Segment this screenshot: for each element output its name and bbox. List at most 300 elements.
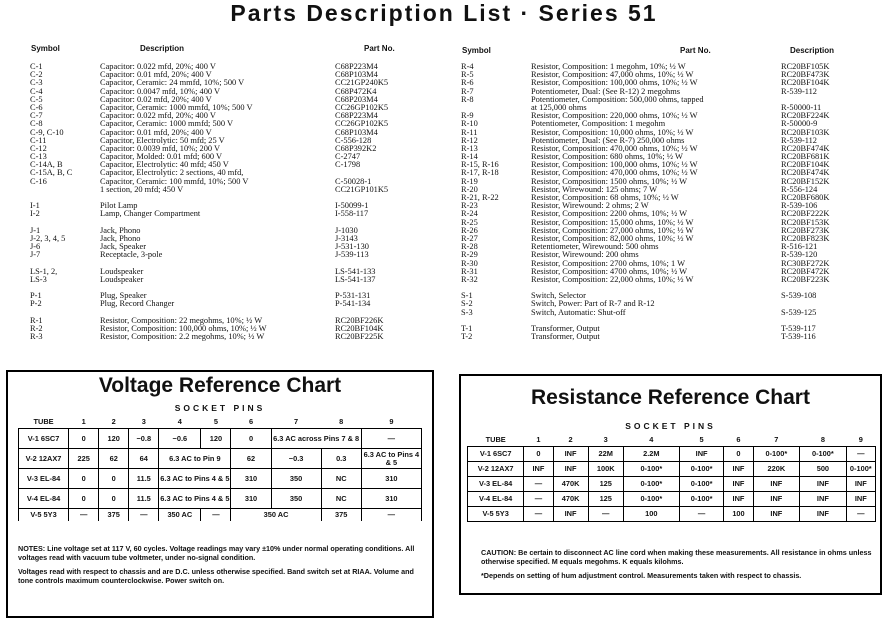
part-number: RC20BF681K (781, 152, 830, 162)
part-description: Resistor, Composition: 22 megohms, 10%; ½ W (100, 315, 263, 325)
column-header: 9 (858, 435, 863, 444)
table-cell: 0-100* (623, 462, 679, 477)
table-cell: 6.3 AC to Pin 9 (159, 449, 231, 469)
part-symbol: S-1 (461, 291, 473, 301)
part-symbol: J-1 (30, 225, 41, 235)
right-symbol-header: Symbol (462, 46, 491, 55)
table-cell: INF (553, 507, 588, 522)
table-cell: — (201, 509, 231, 521)
table-cell: — (361, 509, 421, 521)
table-cell: V-5 5Y3 (19, 509, 69, 521)
part-symbol: R-21, R-22 (461, 193, 499, 202)
table-cell: INF (800, 477, 846, 492)
table-cell: 0 (724, 447, 753, 462)
part-symbol: R-26 (461, 225, 478, 235)
part-row (461, 243, 881, 251)
part-row (461, 309, 881, 317)
part-symbol: J-2, 3, 4, 5 (30, 233, 66, 243)
part-number: LS-541-133 (335, 266, 376, 276)
part-description: Resistor, Wirewound: 2 ohms; 2 W (531, 201, 649, 211)
part-symbol: C-6 (30, 102, 43, 112)
part-symbol: I-1 (30, 201, 40, 211)
table-cell: 350 (271, 489, 321, 509)
part-number: R-556-124 (781, 184, 818, 194)
table-cell: 0-100* (623, 492, 679, 507)
table-row (19, 469, 422, 489)
part-description: Capacitor, Ceramic: 24 mmfd, 10%; 500 V (100, 78, 245, 88)
part-row (461, 112, 881, 120)
part-symbol: LS-3 (30, 274, 47, 284)
table-cell: 0-100* (800, 447, 846, 462)
part-number: R-539-120 (781, 250, 818, 260)
part-description: Capacitor: 0.022 mfd, 20%; 400 V (100, 62, 216, 71)
part-row (30, 243, 450, 251)
part-number: P-531-131 (335, 291, 371, 301)
part-number: RC20BF273K (781, 225, 830, 235)
table-cell: V-2 12AX7 (19, 449, 69, 469)
part-row (461, 325, 881, 333)
part-number: LS-541-137 (335, 274, 376, 284)
column-header: 3 (603, 435, 608, 444)
part-row (30, 284, 450, 292)
table-cell: 310 (231, 469, 271, 489)
part-row (30, 79, 450, 87)
part-symbol: R-1 (30, 315, 43, 325)
part-number: C-2747 (335, 152, 361, 162)
part-row (461, 300, 881, 308)
part-symbol: R-4 (461, 62, 474, 71)
table-cell: — (846, 507, 875, 522)
part-row (30, 227, 450, 235)
table-cell: 62 (231, 449, 271, 469)
voltage-note-2: Voltages read with respect to chassis and are D.C. unless otherwise specified. Band switch set at RIAA. Volume and tone controls maximum counterclockwise. Power switch on. (18, 567, 414, 585)
part-symbol: C-1 (30, 62, 43, 71)
part-description: Resistor, Composition: 100,000 ohms, 10%; ½ W (531, 160, 698, 170)
part-row (30, 153, 450, 161)
table-cell: 0-100* (679, 462, 724, 477)
part-symbol: R-31 (461, 266, 478, 276)
part-row (30, 104, 450, 112)
part-symbol: R-7 (461, 86, 474, 96)
table-cell: 350 AC (159, 509, 201, 521)
part-description: Retentiometer, Wirewound: 500 ohms (531, 242, 659, 252)
part-description: Resistor, Composition: 10,000 ohms, 10%; ½ W (531, 127, 694, 137)
table-cell: 100 (623, 507, 679, 522)
voltage-chart (6, 370, 434, 618)
part-description: Potentiometer, Dual: (See R-7) 250,000 ohms (531, 135, 685, 145)
part-description: Receptacle, 3-pole (100, 250, 163, 260)
part-symbol: C-11 (30, 135, 47, 145)
column-header: TUBE (485, 435, 506, 444)
part-description: Lamp, Changer Compartment (100, 209, 201, 219)
part-symbol: C-15A, B, C (30, 168, 73, 178)
part-symbol: C-4 (30, 86, 43, 96)
part-description: Capacitor, Electrolytic: 40 mfd; 450 V (100, 160, 229, 170)
part-number: RC20BF153K (781, 217, 830, 227)
part-description: Capacitor, Electrolytic: 2 sections, 40 mfd, (100, 168, 244, 178)
part-description: Switch, Automatic: Shut-off (531, 307, 626, 317)
part-symbol: T-1 (461, 324, 473, 333)
part-symbol: R-9 (461, 111, 474, 121)
table-cell: INF (753, 492, 800, 507)
table-cell: INF (800, 507, 846, 522)
part-number: C68P103M4 (335, 70, 378, 80)
table-cell: V-1 6SC7 (468, 447, 524, 462)
part-symbol: R-14 (461, 152, 478, 162)
table-row (19, 429, 422, 449)
part-number: RC20BF680K (781, 193, 830, 202)
table-cell: 0 (99, 469, 129, 489)
part-symbol: R-29 (461, 250, 478, 260)
table-cell: −0.8 (129, 429, 159, 449)
table-cell: 2.2M (623, 447, 679, 462)
table-cell: 120 (201, 429, 231, 449)
table-cell: NC (321, 489, 361, 509)
part-symbol: C-16 (30, 176, 47, 186)
resistance-socket-pins-label: SOCKET PINS (625, 421, 716, 431)
table-cell: 310 (361, 469, 421, 489)
table-cell: INF (724, 477, 753, 492)
part-description: Capacitor: 0.0047 mfd, 10%; 400 V (100, 86, 221, 96)
part-symbol: R-6 (461, 78, 474, 88)
part-description: Capacitor: 0.01 mfd, 20%; 400 V (100, 127, 212, 137)
table-cell: 0-100* (753, 447, 800, 462)
part-symbol: R-30 (461, 258, 478, 268)
part-description: Capacitor: 0.02 mfd, 20%; 400 V (100, 94, 212, 104)
table-cell: 0-100* (846, 462, 875, 477)
part-description: Capacitor, Molded: 0.01 mfd; 600 V (100, 152, 223, 162)
part-number: CC26GP102K5 (335, 102, 389, 112)
part-description: Switch, Power: Part of R-7 and R-12 (531, 299, 655, 309)
part-description: Capacitor, Ceramic: 1000 mmfd, 10%; 500 V (100, 102, 253, 112)
table-cell: 500 (800, 462, 846, 477)
table-cell: INF (679, 447, 724, 462)
table-cell: 100 (724, 507, 753, 522)
part-symbol: R-25 (461, 217, 478, 227)
table-row (468, 492, 876, 507)
part-row (30, 202, 450, 210)
part-number: RC20BF474K (781, 143, 830, 153)
part-description: Resistor, Composition: 1 megohm, 10%; ½ W (531, 62, 686, 71)
table-cell: 0 (69, 469, 99, 489)
left-symbol-header: Symbol (31, 44, 60, 53)
part-number: RC20BF472K (781, 266, 830, 276)
table-cell: — (361, 429, 421, 449)
part-row (461, 194, 881, 202)
part-row (30, 120, 450, 128)
part-symbol: R-15, R-16 (461, 160, 499, 170)
table-cell: 310 (361, 489, 421, 509)
part-symbol: C-9, C-10 (30, 127, 64, 137)
table-row (19, 489, 422, 509)
part-row (30, 210, 450, 218)
voltage-notes (18, 544, 424, 590)
table-cell: 100K (588, 462, 623, 477)
part-number: RC20BF823K (781, 233, 830, 243)
part-number: CC21GP101K5 (335, 184, 389, 194)
table-cell: V-3 EL-84 (468, 477, 524, 492)
table-cell: 350 (271, 469, 321, 489)
column-header: 3 (141, 417, 146, 426)
table-cell: 6.3 AC to Pins 4 & 5 (159, 469, 231, 489)
part-symbol: C-8 (30, 119, 43, 129)
resistance-footnote: *Depends on setting of hum adjustment control. Measurements taken with respect to chassis. (481, 571, 802, 580)
right-parts-list (461, 63, 881, 341)
part-number: RC20BF105K (781, 62, 830, 71)
part-symbol: R-5 (461, 70, 474, 80)
left-description-header: Description (140, 44, 185, 53)
table-cell: 0.3 (321, 449, 361, 469)
table-cell: — (69, 509, 99, 521)
table-cell: — (524, 477, 553, 492)
part-symbol: C-5 (30, 94, 43, 104)
part-number: C68P223M4 (335, 62, 378, 71)
table-cell: INF (800, 492, 846, 507)
part-description: Resistor, Composition: 2.2 megohms, 10%; ½ W (100, 332, 265, 342)
part-description: Capacitor, Ceramic: 1000 mmfd; 500 V (100, 119, 234, 129)
part-description: Pilot Lamp (100, 201, 138, 211)
table-row (468, 507, 876, 522)
part-symbol: R-24 (461, 209, 478, 219)
part-number: C-50028-1 (335, 176, 372, 186)
table-cell: 125 (588, 492, 623, 507)
part-row (461, 235, 881, 243)
table-cell: 350 AC (231, 509, 321, 521)
part-symbol: R-3 (30, 332, 43, 342)
table-cell: V-4 EL-84 (468, 492, 524, 507)
part-symbol: R-32 (461, 274, 478, 284)
part-number: C68P103M4 (335, 127, 378, 137)
part-symbol: S-2 (461, 299, 473, 309)
part-description: Resistor, Composition: 27,000 ohms, 10%; ½ W (531, 225, 694, 235)
part-number: RC20BF222K (781, 209, 830, 219)
table-cell: 0 (69, 429, 99, 449)
part-description: Capacitor: 0.0039 mfd, 10%; 200 V (100, 143, 221, 153)
table-cell: INF (846, 492, 875, 507)
part-number: T-539-117 (781, 324, 816, 333)
table-cell: INF (724, 462, 753, 477)
table-cell: — (588, 507, 623, 522)
part-number: R-50000-9 (781, 119, 818, 129)
column-header: 6 (736, 435, 741, 444)
part-number: RC20BF225K (335, 332, 384, 342)
table-cell: 310 (231, 489, 271, 509)
part-number: RC20BF104K (335, 324, 384, 333)
part-number: I-558-117 (335, 209, 369, 219)
part-number: RC20BF226K (335, 315, 384, 325)
part-row (461, 276, 881, 284)
table-cell: INF (524, 462, 553, 477)
table-row (468, 477, 876, 492)
table-cell: 0-100* (679, 477, 724, 492)
part-number: CC21GP240K5 (335, 78, 389, 88)
voltage-socket-pins-label: SOCKET PINS (174, 403, 266, 413)
column-header: 4 (649, 435, 654, 444)
table-cell: 470K (553, 492, 588, 507)
part-description: Plug, Speaker (100, 291, 147, 301)
part-symbol: R-28 (461, 242, 478, 252)
table-cell: NC (321, 469, 361, 489)
part-row (461, 317, 881, 325)
part-number: RC20BF224K (781, 111, 830, 121)
table-cell: 64 (129, 449, 159, 469)
part-row (461, 178, 881, 186)
part-number: R-539-106 (781, 201, 818, 211)
column-header: 7 (774, 435, 779, 444)
part-number: R-539-112 (781, 86, 817, 96)
part-symbol: C-7 (30, 111, 43, 121)
part-description: at 125,000 ohms (531, 102, 587, 112)
part-row (30, 88, 450, 96)
part-number: RC20BF103K (781, 127, 830, 137)
part-number: RC30BF272K (781, 258, 830, 268)
part-symbol: P-2 (30, 299, 42, 309)
part-description: Resistor, Composition: 2200 ohms, 10%; ½ W (531, 209, 688, 219)
table-cell: 11.5 (129, 469, 159, 489)
part-number: P-541-134 (335, 299, 371, 309)
part-description: Potentiometer, Composition: 1 megohm (531, 119, 666, 129)
part-symbol: C-3 (30, 78, 43, 88)
table-cell: −0.3 (271, 449, 321, 469)
part-row (461, 333, 881, 341)
part-symbol: R-8 (461, 94, 474, 104)
part-row (30, 292, 450, 300)
part-description: Capacitor: 0.022 mfd, 20%; 400 V (100, 111, 216, 121)
part-row (30, 251, 450, 259)
part-description: Resistor, Composition: 470,000 ohms, 10%; ½ W (531, 168, 698, 178)
part-description: Resistor, Composition: 2700 ohms, 10%; 1 W (531, 258, 685, 268)
part-description: Switch, Selector (531, 291, 586, 301)
part-symbol: R-20 (461, 184, 478, 194)
table-cell: — (846, 447, 875, 462)
table-cell: 11.5 (129, 489, 159, 509)
part-description: Potentiometer, Composition: 500,000 ohms, tapped (531, 94, 704, 104)
part-symbol: J-7 (30, 250, 41, 260)
column-header: 5 (699, 435, 704, 444)
part-number: J-539-113 (335, 250, 369, 260)
part-description: Loudspeaker (100, 266, 144, 276)
part-number: RC20BF474K (781, 168, 830, 178)
part-number: I-50099-1 (335, 201, 369, 211)
part-row (461, 292, 881, 300)
resistance-chart (459, 374, 882, 595)
table-cell: V-4 EL-84 (19, 489, 69, 509)
part-description: Capacitor, Ceramic: 100 mmfd, 10%; 500 V (100, 176, 249, 186)
table-cell: — (524, 507, 553, 522)
table-row (468, 462, 876, 477)
voltage-chart-title: Voltage Reference Chart (98, 374, 342, 397)
part-description: Resistor, Composition: 100,000 ohms, 10%; ½ W (531, 78, 698, 88)
resistance-caution: CAUTION: Be certain to disconnect AC line cord when making these measurements. All resistance in ohms unless otherwise specified. M equals megohms. K equals kilohms. (481, 548, 872, 566)
page-title: Parts Description List · Series 51 (230, 0, 658, 26)
part-symbol: R-17, R-18 (461, 168, 499, 178)
table-row (468, 447, 876, 462)
part-number: J-3143 (335, 233, 358, 243)
part-symbol: C-13 (30, 152, 47, 162)
resistance-table (467, 434, 876, 522)
part-number: C-556-128 (335, 135, 372, 145)
part-description: Resistor, Wirewound: 200 ohms (531, 250, 639, 260)
right-description-header: Description (790, 46, 835, 55)
part-description: Resistor, Composition: 15,000 ohms, 10%; ½ W (531, 217, 694, 227)
part-description: Resistor, Composition: 68 ohms, 10%; ½ W (531, 193, 679, 202)
table-cell: INF (753, 507, 800, 522)
part-number: C-1798 (335, 160, 361, 170)
table-cell: 0 (99, 489, 129, 509)
part-row (30, 63, 450, 71)
table-cell: 62 (99, 449, 129, 469)
part-number: R-516-121 (781, 242, 818, 252)
part-row (30, 194, 450, 202)
part-description: Resistor, Composition: 22,000 ohms, 10%; ½ W (531, 274, 694, 284)
table-cell: 0 (231, 429, 271, 449)
part-description: Resistor, Composition: 82,000 ohms, 10%; ½ W (531, 233, 694, 243)
column-header: 8 (339, 417, 344, 426)
part-row (30, 129, 450, 137)
column-header: 6 (248, 417, 254, 426)
table-cell: 0-100* (623, 477, 679, 492)
part-number: RC20BF473K (781, 70, 830, 80)
part-description: Jack, Phono (100, 225, 141, 235)
column-header: 2 (111, 417, 116, 426)
voltage-table (18, 416, 422, 521)
part-symbol: P-1 (30, 291, 42, 301)
part-symbol: C-2 (30, 70, 43, 80)
part-number: S-539-125 (781, 307, 817, 317)
right-part-header: Part No. (680, 46, 711, 55)
part-number: C68P472K4 (335, 86, 377, 96)
part-number: C68P223M4 (335, 111, 378, 121)
part-description: 1 section, 20 mfd; 450 V (100, 184, 184, 194)
table-cell: 225 (69, 449, 99, 469)
part-symbol: LS-1, 2, (30, 266, 58, 276)
part-number: RC20BF104K (781, 160, 830, 170)
table-cell: INF (846, 477, 875, 492)
left-parts-list (30, 63, 450, 341)
table-cell: 375 (321, 509, 361, 521)
table-cell: INF (724, 492, 753, 507)
part-symbol: J-6 (30, 242, 41, 252)
column-header: 2 (568, 435, 573, 444)
part-row (30, 268, 450, 276)
part-symbol: R-13 (461, 143, 478, 153)
table-cell: 0 (69, 489, 99, 509)
part-symbol: R-2 (30, 324, 43, 333)
table-cell: INF (553, 462, 588, 477)
part-row (30, 333, 450, 341)
part-description: Capacitor, Electrolytic: 50 mfd; 25 V (100, 135, 225, 145)
part-number: C68P203M4 (335, 94, 378, 104)
table-cell: 220K (753, 462, 800, 477)
part-symbol: I-2 (30, 209, 40, 219)
part-number: J-531-130 (335, 242, 369, 252)
part-description: Resistor, Composition: 1500 ohms, 10%; ½ W (531, 176, 688, 186)
part-row (461, 284, 881, 292)
left-part-header: Part No. (364, 44, 395, 53)
part-description: Transformer, Output (531, 324, 600, 333)
table-cell: V-5 5Y3 (468, 507, 524, 522)
resistance-notes (481, 548, 876, 585)
resistance-chart-title: Resistance Reference Chart (531, 386, 810, 409)
column-header: 1 (81, 417, 86, 426)
table-cell: 6.3 AC to Pins 4 & 5 (361, 449, 421, 469)
part-row (30, 145, 450, 153)
column-header: 8 (820, 435, 825, 444)
column-header: 1 (536, 435, 541, 444)
part-row (30, 137, 450, 145)
table-cell: — (679, 507, 724, 522)
table-cell: — (524, 492, 553, 507)
